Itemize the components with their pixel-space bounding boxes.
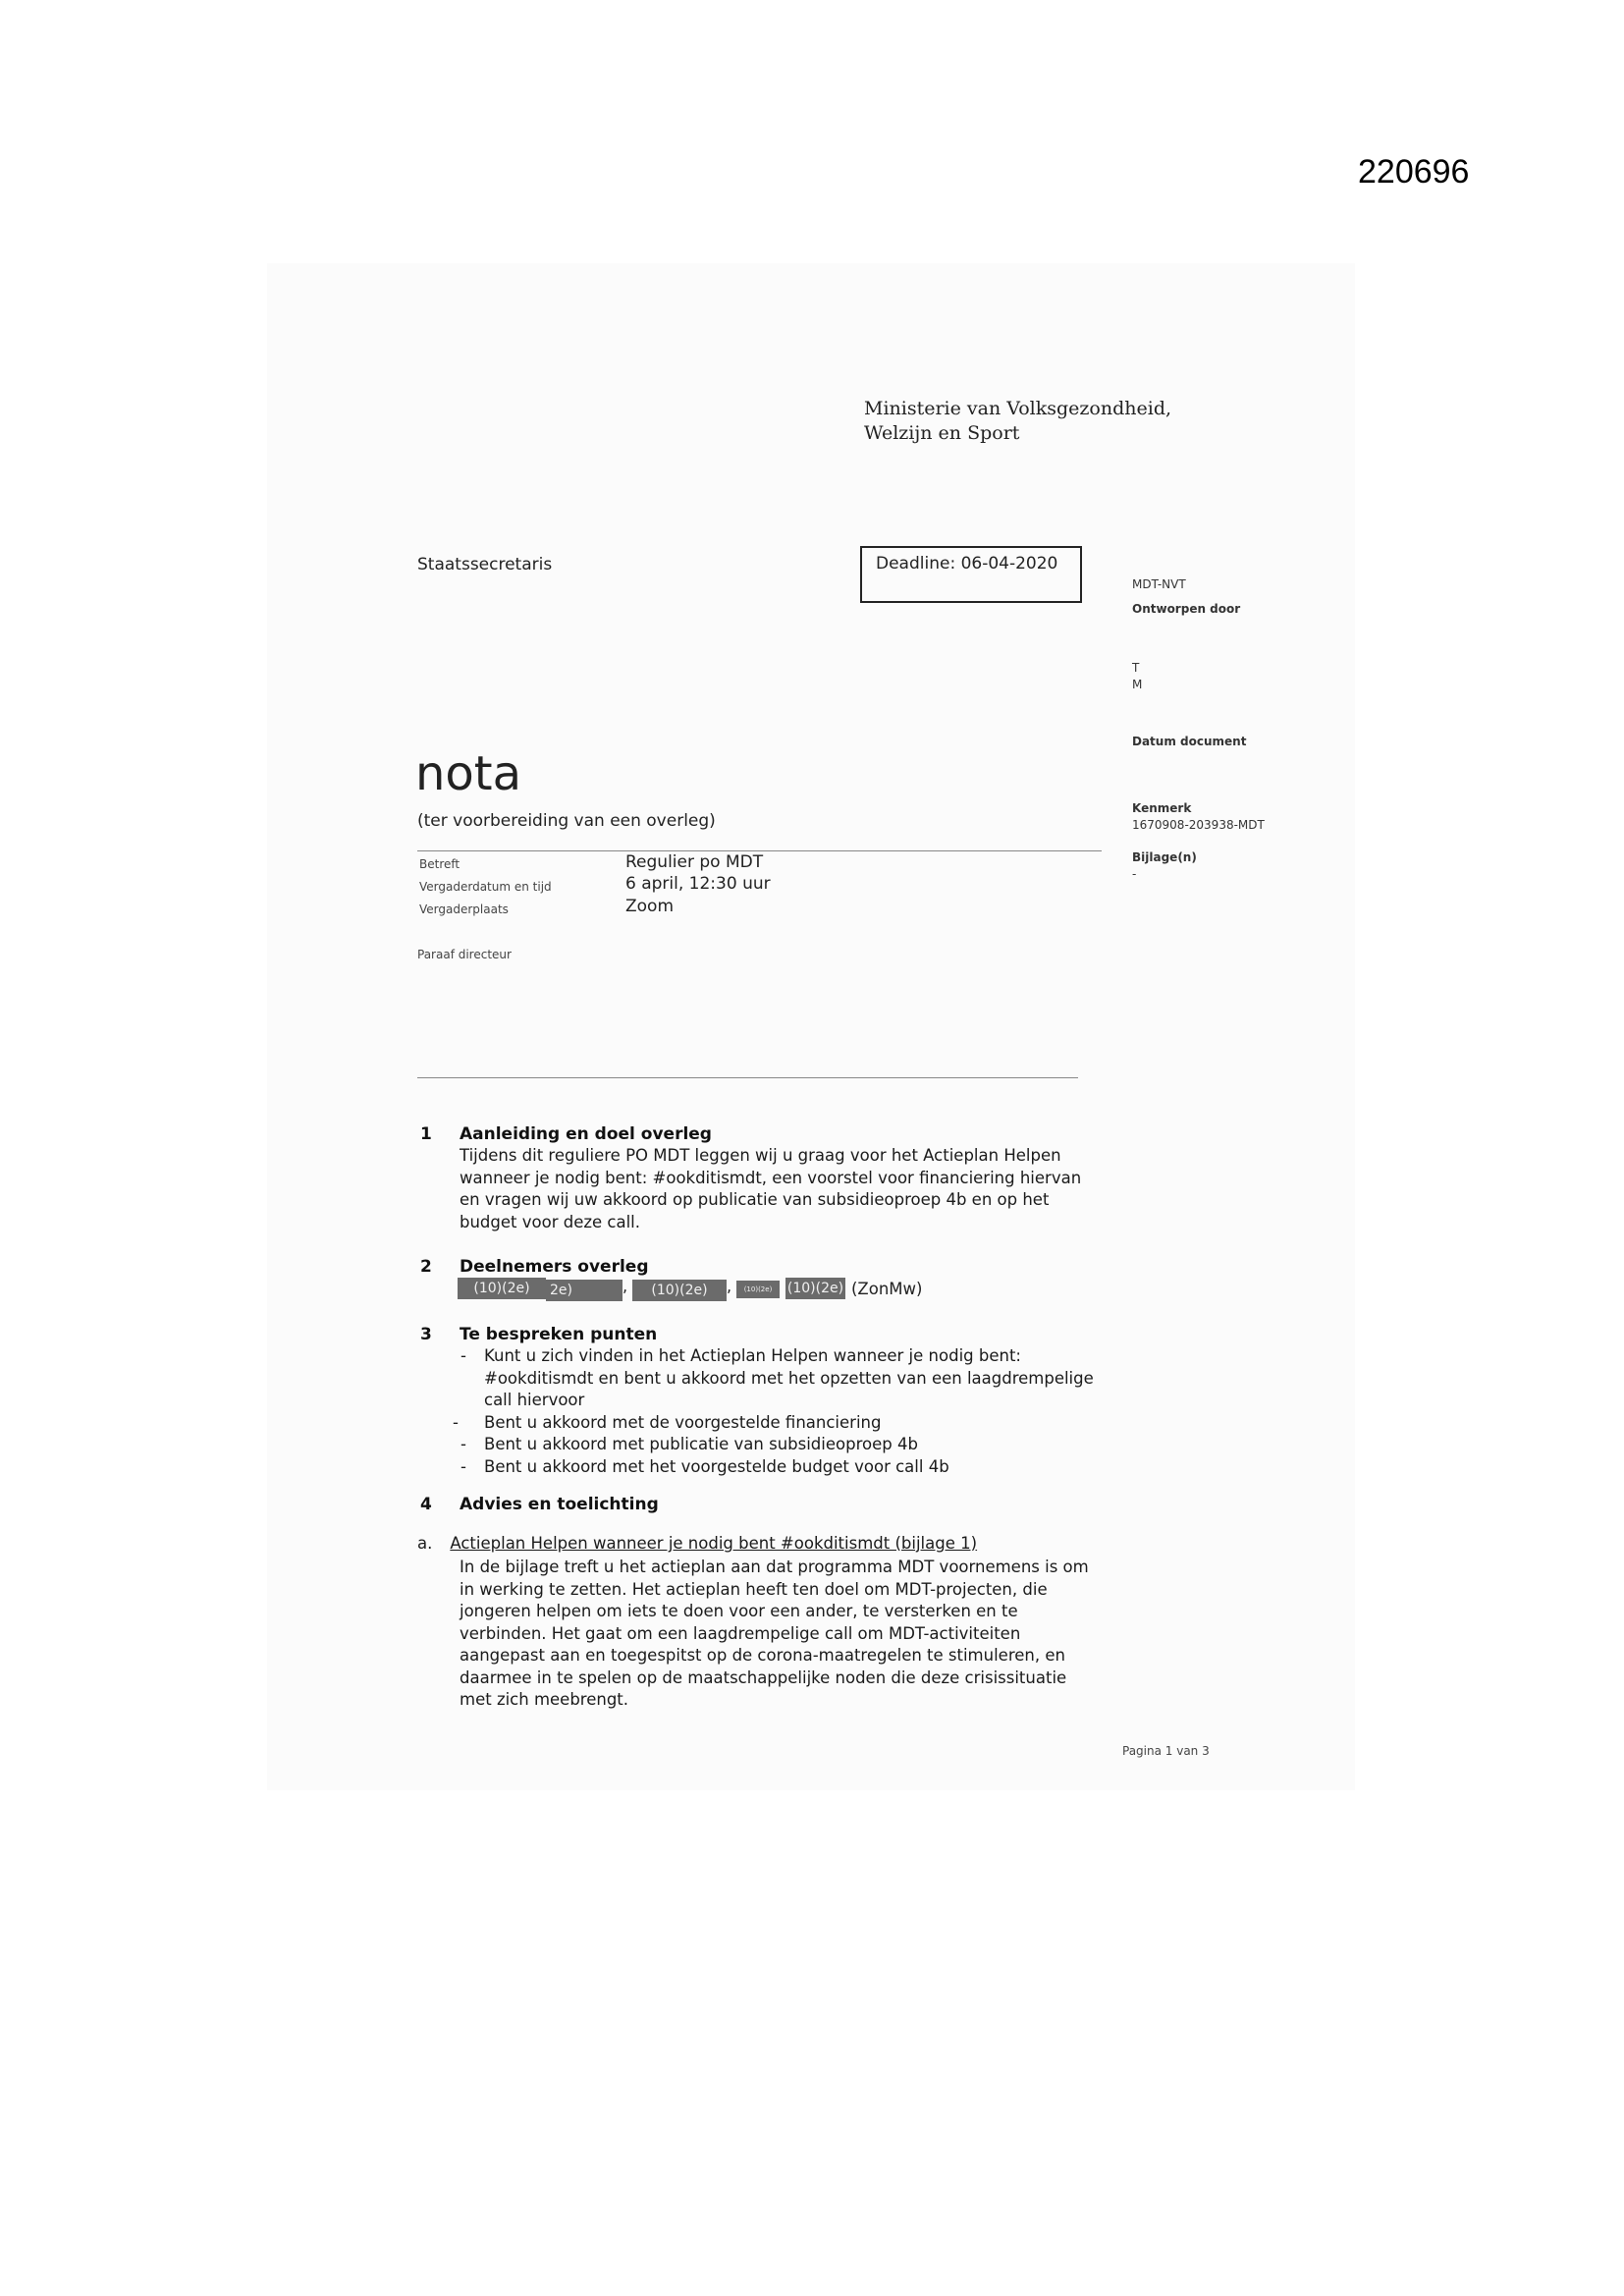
body-line: verbinden. Het gaat om een laagdrempelige call om MDT-activiteiten [460,1623,1021,1643]
body-line: en vragen wij uw akkoord op publicatie van subsidieoproep 4b en op het [460,1190,1050,1209]
bullet-line: Kunt u zich vinden in het Actieplan Helpen wanneer je nodig bent: [484,1346,1021,1365]
reference-value: 1670908-203938-MDT [1132,818,1265,832]
subject-label: Betreft [419,857,460,871]
body-line: jongeren helpen om iets te doen voor een ander, te versterken en te [460,1602,1018,1620]
meeting-datetime-value: 6 april, 12:30 uur [625,874,771,894]
item-marker: a. [417,1534,433,1553]
document-number: 220696 [1358,153,1470,191]
meeting-location-label: Vergaderplaats [419,902,509,916]
ministry-line-2: Welzijn en Sport [864,422,1020,444]
body-line: daarmee in te spelen op de maatschappelijke noden die deze crisissituatie [460,1667,1067,1687]
bullet-dash: - [453,1413,459,1432]
discussion-point [460,1345,1148,1412]
addressee: Staatssecretaris [417,555,553,574]
body-line: in werking te zetten. Het actieplan heeft ten doel om MDT-projecten, die [460,1579,1048,1599]
section-number: 2 [420,1257,432,1277]
bullet-dash: - [460,1346,466,1365]
redaction-block: (10)(2e) [632,1280,727,1301]
redaction-block: (10)(2e) [785,1278,845,1299]
page-number: Pagina 1 van 3 [1122,1744,1210,1758]
deadline-box: Deadline: 06-04-2020 [860,546,1082,603]
meeting-datetime-label: Vergaderdatum en tijd [419,880,552,894]
participant-separator: , [727,1277,732,1295]
bullet-line: call hiervoor [484,1391,585,1409]
body-line: met zich meebrengt. [460,1690,629,1709]
section-heading: Deelnemers overleg [460,1257,649,1277]
meeting-location-value: Zoom [625,897,675,916]
designed-by-label: Ontworpen door [1132,602,1241,616]
subject-value: Regulier po MDT [625,852,764,872]
bullet-dash: - [460,1457,466,1476]
body-line: Tijdens dit reguliere PO MDT leggen wij u graag voor het Actieplan Helpen [460,1146,1061,1165]
discussion-point [460,1456,1148,1479]
section-number: 4 [420,1495,432,1514]
department-code: MDT-NVT [1132,577,1186,591]
attachments-label: Bijlage(n) [1132,850,1197,864]
section-body [460,1557,1089,1712]
discussion-point [453,1412,1140,1435]
redaction-block: 2e) [546,1280,623,1301]
document-subtitle: (ter voorbereiding van een overleg) [417,811,716,831]
attachments-value: - [1132,867,1137,881]
bullet-line: #ookditismdt en bent u akkoord met het opzetten van een laagdrempelige [484,1368,1094,1388]
section-number: 1 [420,1124,432,1144]
bullet-line: Bent u akkoord met het voorgestelde budget voor call 4b [484,1457,949,1476]
item-title: Actieplan Helpen wanneer je nodig bent #ookditismdt (bijlage 1) [450,1534,978,1553]
director-initials-label: Paraaf directeur [417,948,512,961]
body-line: budget voor deze call. [460,1212,641,1231]
bullet-line: Bent u akkoord met de voorgestelde financiering [484,1413,882,1432]
body-line: wanneer je nodig bent: #ookditismdt, een voorstel voor financiering hiervan [460,1168,1082,1187]
body-line: aangepast aan en toegespitst op de corona-maatregelen te stimuleren, en [460,1646,1065,1665]
date-document-label: Datum document [1132,735,1247,748]
bullet-line: Bent u akkoord met publicatie van subsidieoproep 4b [484,1435,918,1453]
ministry-line-1: Ministerie van Volksgezondheid, [864,398,1172,419]
bullet-dash: - [460,1435,466,1453]
section-body [460,1145,1081,1233]
redaction-block: (10)(2e) [736,1281,780,1298]
reference-label: Kenmerk [1132,801,1192,815]
body-line: In de bijlage treft u het actieplan aan dat programma MDT voornemens is om [460,1558,1089,1576]
mobile-label: M [1132,678,1143,691]
header-divider [417,850,1102,851]
phone-label: T [1132,661,1140,675]
participant-organisation: (ZonMw) [851,1280,923,1298]
discussion-point [460,1434,1148,1456]
section-heading: Aanleiding en doel overleg [460,1124,712,1144]
section-number: 3 [420,1325,432,1344]
document-title: nota [415,746,522,801]
section-heading: Advies en toelichting [460,1495,659,1514]
participant-separator: , [623,1277,628,1295]
advice-item [417,1534,977,1553]
redaction-block: (10)(2e) [458,1278,546,1299]
section-heading: Te bespreken punten [460,1325,658,1344]
paraaf-divider [417,1077,1078,1078]
ministry-logo-text [864,397,1171,446]
